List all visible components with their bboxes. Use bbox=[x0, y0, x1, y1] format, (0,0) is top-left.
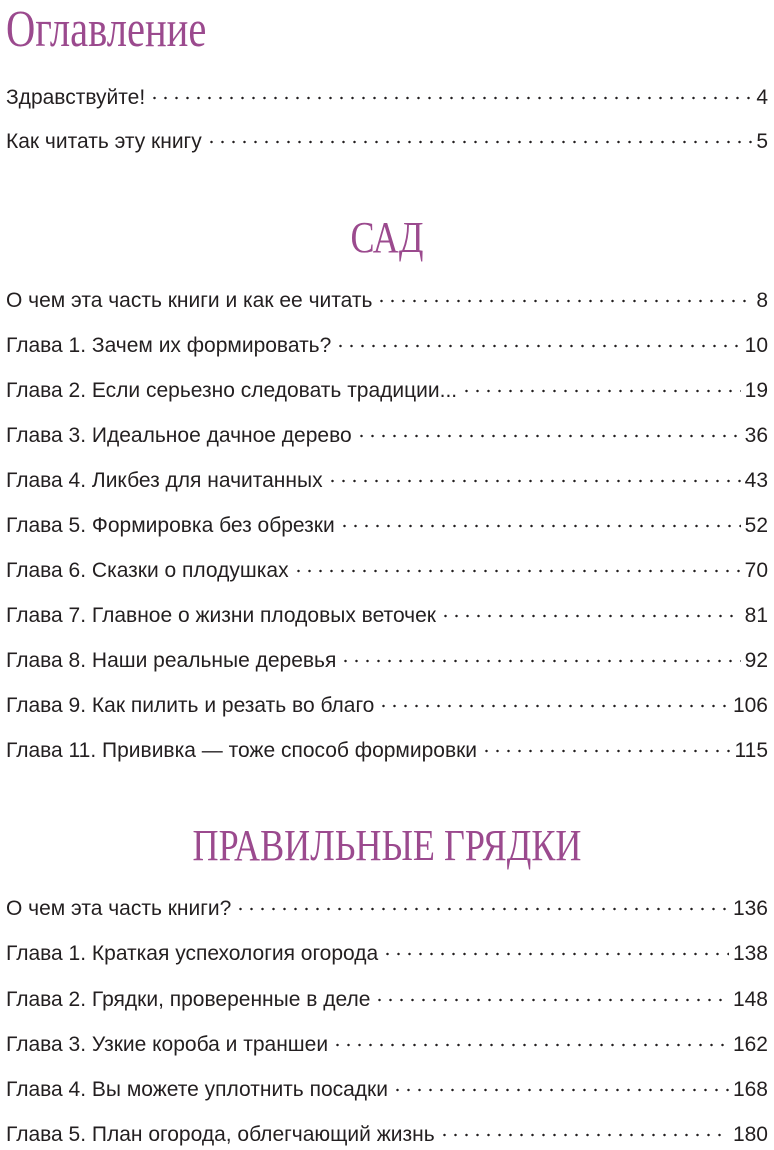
toc-entry-page: 5 bbox=[756, 130, 768, 153]
toc-entry-label: О чем эта часть книги и как ее читать bbox=[6, 289, 373, 312]
dot-leader bbox=[327, 457, 741, 487]
toc-entry-page: 36 bbox=[744, 424, 768, 447]
dot-leader bbox=[335, 322, 740, 352]
dot-leader bbox=[293, 547, 741, 577]
dot-leader bbox=[149, 74, 752, 104]
toc-entry[interactable] bbox=[6, 277, 768, 312]
toc-entry[interactable] bbox=[6, 367, 768, 402]
toc-entry[interactable] bbox=[6, 727, 768, 762]
toc-entry-label: Как читать эту книгу bbox=[6, 130, 202, 153]
toc-entry-label: Глава 4. Ликбез для начитанных bbox=[6, 469, 323, 492]
toc-entry[interactable] bbox=[6, 502, 768, 537]
toc-entry-page: 162 bbox=[732, 1033, 768, 1056]
toc-entry-label: Глава 5. План огорода, облегчающий жизнь bbox=[6, 1123, 435, 1146]
toc-entry[interactable] bbox=[6, 457, 768, 492]
toc-entry-how-to-read[interactable] bbox=[6, 118, 768, 153]
dot-leader bbox=[235, 885, 729, 915]
toc-entry[interactable] bbox=[6, 592, 768, 627]
toc-entry-page: 43 bbox=[744, 469, 768, 492]
toc-entry-label: О чем эта часть книги? bbox=[6, 897, 232, 920]
toc-entry-page: 8 bbox=[756, 289, 768, 312]
dot-leader bbox=[339, 502, 741, 532]
toc-entry-label: Глава 7. Главное о жизни плодовых веточек bbox=[6, 604, 436, 627]
toc-entry-page: 81 bbox=[744, 604, 768, 627]
toc-entry-label: Глава 1. Зачем их формировать? bbox=[6, 334, 332, 357]
dot-leader bbox=[378, 682, 729, 712]
dot-leader bbox=[382, 930, 729, 960]
toc-entry-page: 168 bbox=[732, 1078, 768, 1101]
toc-entry[interactable] bbox=[6, 322, 768, 357]
toc-entry[interactable] bbox=[6, 885, 768, 920]
toc-entry[interactable] bbox=[6, 412, 768, 447]
dot-leader bbox=[439, 1111, 729, 1141]
toc-entry[interactable] bbox=[6, 1066, 768, 1101]
toc-entry[interactable] bbox=[6, 1021, 768, 1056]
toc-entry-label: Здравствуйте! bbox=[6, 86, 146, 109]
toc-entry-label: Глава 2. Грядки, проверенные в деле bbox=[6, 988, 371, 1011]
toc-entry[interactable] bbox=[6, 682, 768, 717]
toc-entry-page: 70 bbox=[744, 559, 768, 582]
toc-entry[interactable] bbox=[6, 930, 768, 965]
toc-entry-page: 148 bbox=[732, 988, 768, 1011]
toc-entry-page: 106 bbox=[732, 694, 768, 717]
toc-entry-label: Глава 9. Как пилить и резать во благо bbox=[6, 694, 375, 717]
dot-leader bbox=[374, 976, 729, 1006]
dot-leader bbox=[440, 592, 741, 622]
toc-entry-label: Глава 3. Узкие короба и траншеи bbox=[6, 1033, 329, 1056]
toc-entry-page: 115 bbox=[734, 739, 768, 762]
toc-entry-label: Глава 11. Прививка — тоже способ формировки bbox=[6, 739, 478, 762]
toc-entry-page: 19 bbox=[744, 379, 768, 402]
toc-entry-label: Глава 4. Вы можете уплотнить посадки bbox=[6, 1078, 388, 1101]
toc-entry-page: 4 bbox=[756, 86, 768, 109]
dot-leader bbox=[392, 1066, 729, 1096]
dot-leader bbox=[481, 727, 730, 757]
toc-entry-page: 10 bbox=[744, 334, 768, 357]
section-heading-proper-beds: ПРАВИЛЬНЫЕ ГРЯДКИ bbox=[192, 821, 582, 870]
toc-entry-page: 136 bbox=[732, 897, 768, 920]
toc-entry-greeting[interactable] bbox=[6, 74, 768, 109]
toc-entry-label: Глава 2. Если серьезно следовать традиции... bbox=[6, 379, 458, 402]
toc-entry-page: 180 bbox=[732, 1123, 768, 1146]
page-title: Оглавление bbox=[6, 1, 207, 58]
dot-leader bbox=[206, 118, 753, 148]
toc-entry-page: 92 bbox=[744, 649, 768, 672]
dot-leader bbox=[376, 277, 752, 307]
toc-entry-label: Глава 5. Формировка без обрезки bbox=[6, 514, 335, 537]
toc-entry[interactable] bbox=[6, 547, 768, 582]
toc-entry-label: Глава 8. Наши реальные деревья bbox=[6, 649, 337, 672]
toc-entry-page: 52 bbox=[744, 514, 768, 537]
toc-entry-label: Глава 3. Идеальное дачное дерево bbox=[6, 424, 352, 447]
section-heading-garden: САД bbox=[350, 213, 424, 262]
dot-leader bbox=[356, 412, 741, 442]
dot-leader bbox=[340, 637, 740, 667]
toc-entry-label: Глава 6. Сказки о плодушках bbox=[6, 559, 289, 582]
toc-entry[interactable] bbox=[6, 1111, 768, 1146]
dot-leader bbox=[461, 367, 740, 397]
toc-entry[interactable] bbox=[6, 976, 768, 1011]
toc-entry[interactable] bbox=[6, 637, 768, 672]
toc-entry-label: Глава 1. Краткая успехология огорода bbox=[6, 942, 379, 965]
toc-entry-page: 138 bbox=[732, 942, 768, 965]
dot-leader bbox=[332, 1021, 729, 1051]
